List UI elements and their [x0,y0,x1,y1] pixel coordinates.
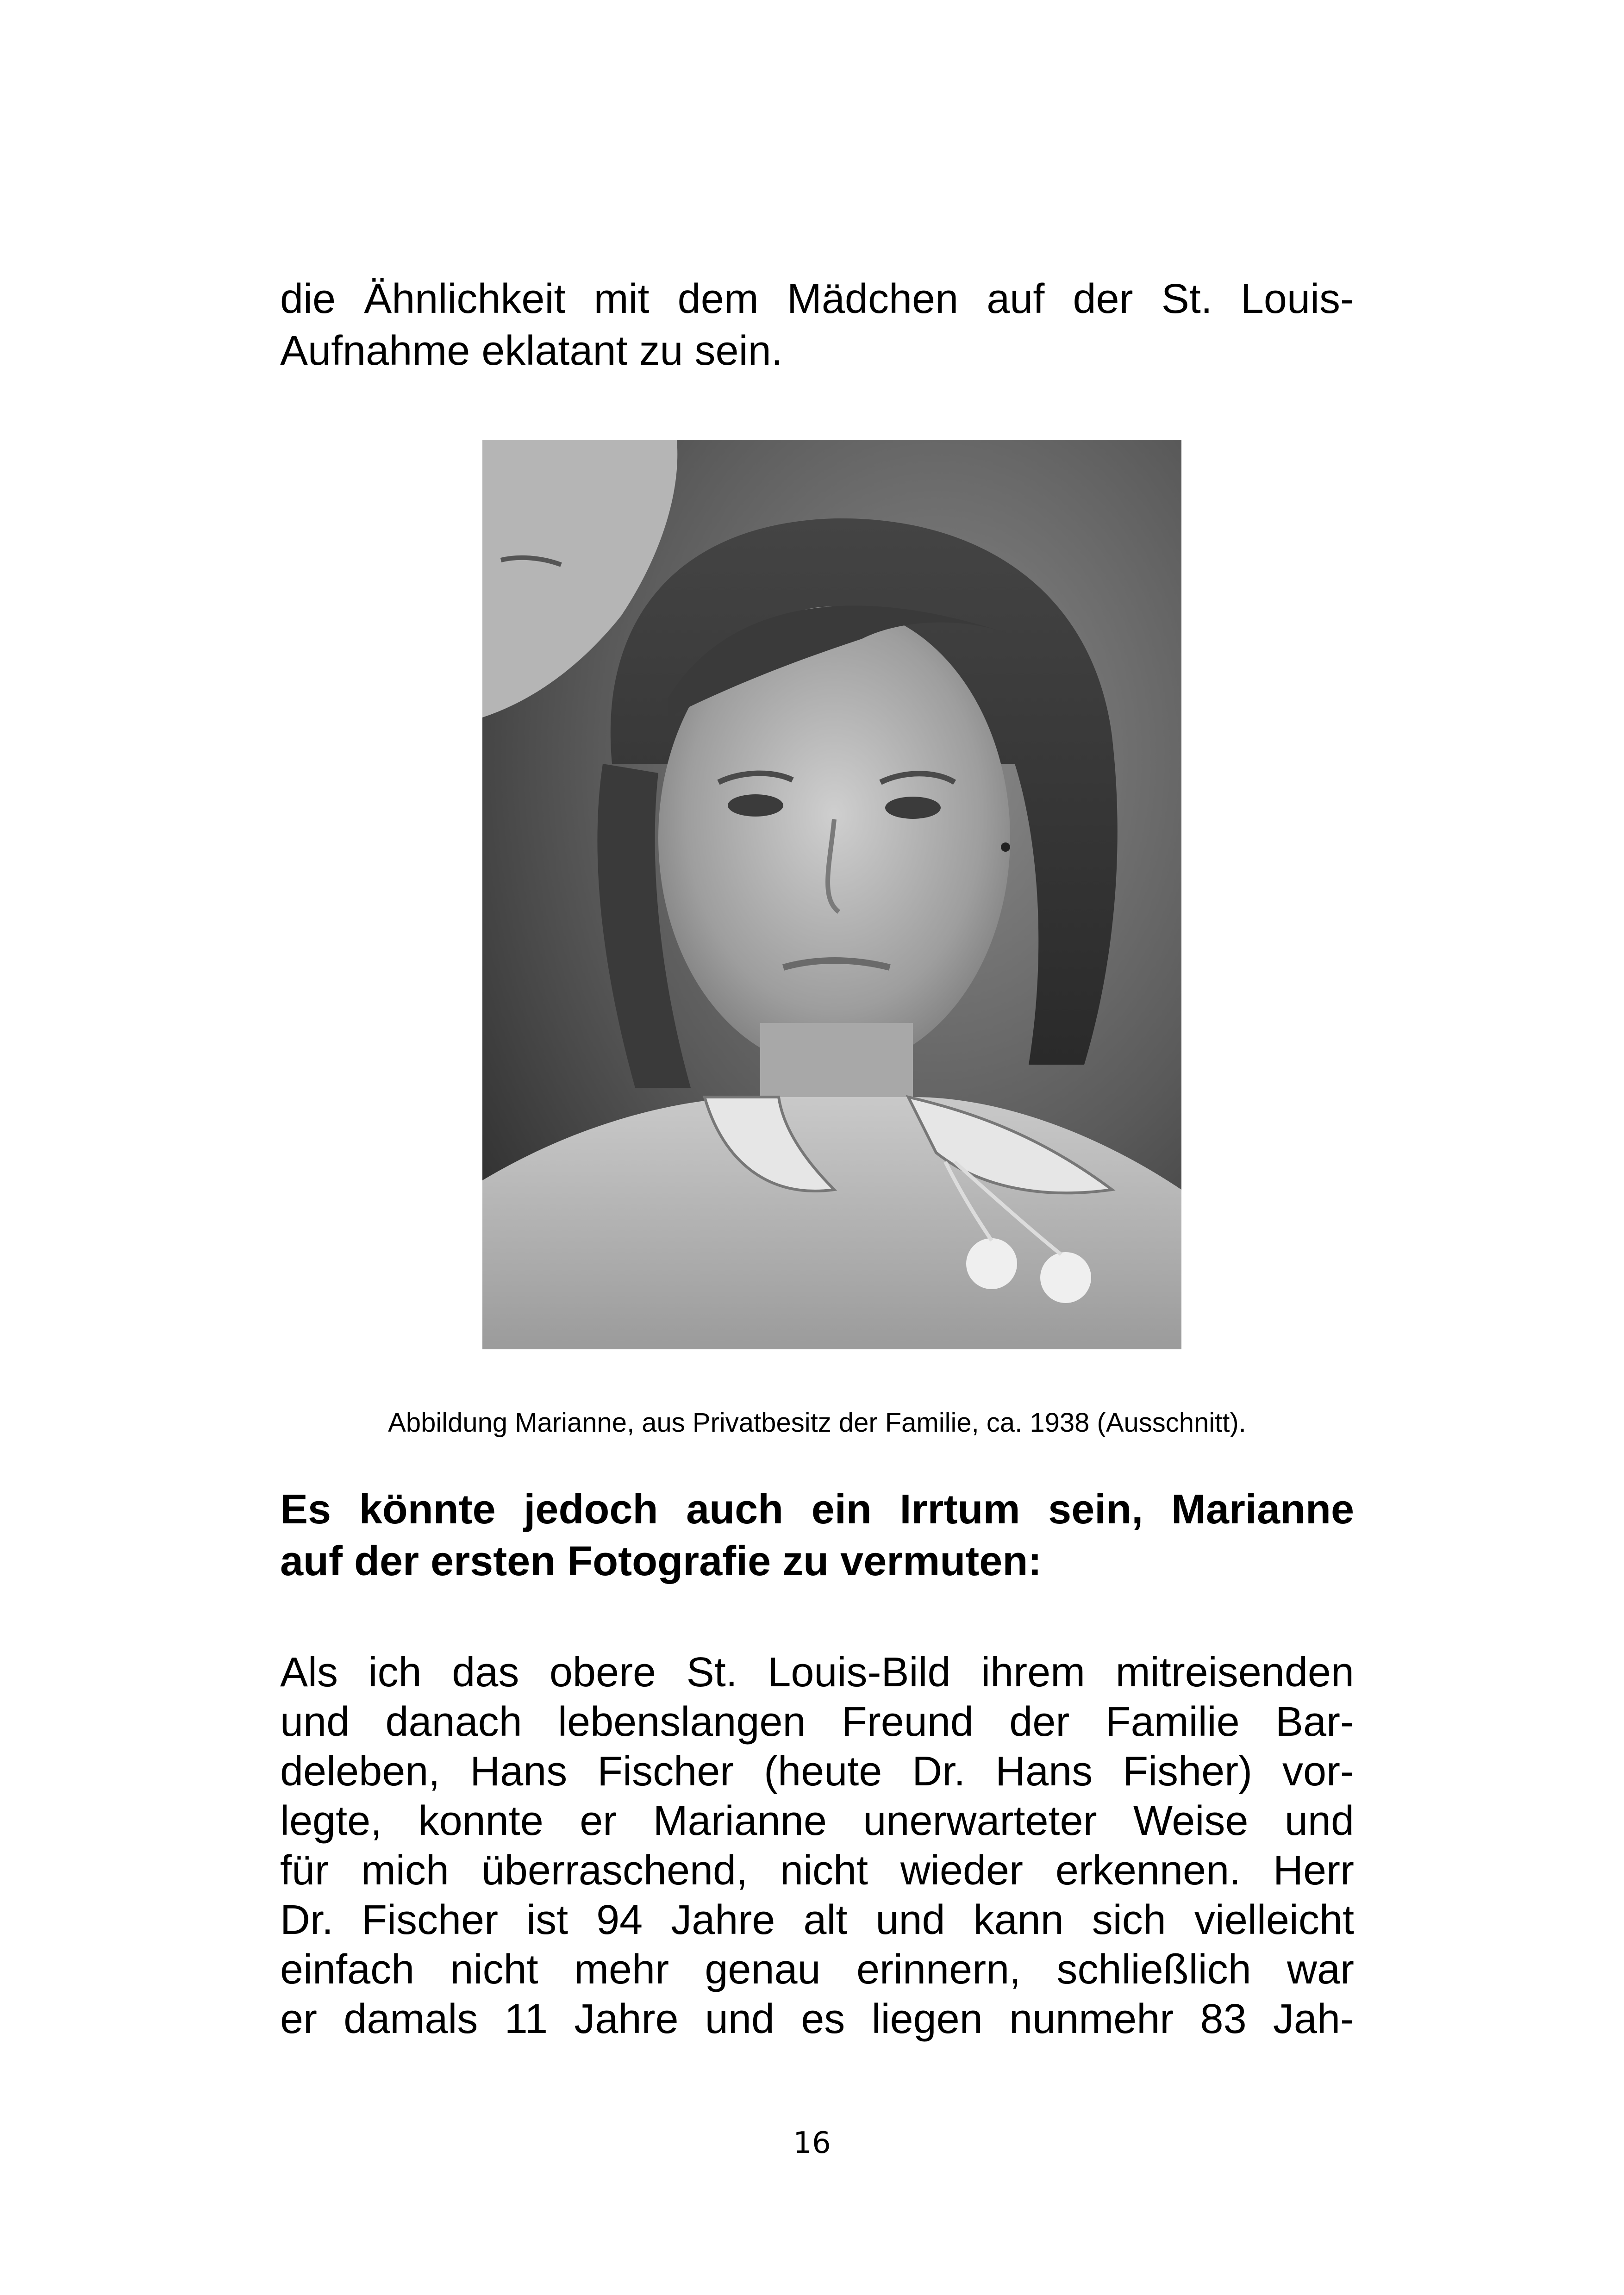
body-line: legte, konnte er Marianne unerwarteter Weise und [280,1798,1354,1844]
body-line: für mich überraschend, nicht wieder erkennen. Herr [280,1847,1354,1894]
body-line: und danach lebenslangen Freund der Familie Bar- [280,1699,1354,1745]
body-line: einfach nicht mehr genau erinnern, schließlich war [280,1946,1354,1993]
body-line: Dr. Fischer ist 94 Jahre alt und kann sich vielleicht [280,1897,1354,1943]
body-line: Als ich das obere St. Louis-Bild ihrem mitreisenden [280,1649,1354,1696]
intro-paragraph [280,273,1354,377]
intro-line: die Ähnlichkeit mit dem Mädchen auf der St. Louis- [280,276,1354,322]
photo-caption: Abbildung Marianne, aus Privatbesitz der Familie, ca. 1938 (Ausschnitt). [388,1408,1246,1438]
heading-line: Es könnte jedoch auch ein Irrtum sein, Marianne [280,1486,1354,1533]
heading-line: auf der ersten Fotografie zu vermuten: [280,1538,1042,1584]
portrait-photo [482,440,1181,1349]
body-paragraph [280,1648,1354,2044]
intro-line: Aufnahme eklatant zu sein. [280,328,783,374]
section-heading [280,1484,1354,1587]
body-line: deleben, Hans Fischer (heute Dr. Hans Fisher) vor- [280,1748,1354,1795]
body-line: er damals 11 Jahre und es liegen nunmehr 83 Jah- [280,1996,1354,2042]
page-number: 16 [793,2126,831,2160]
portrait-photo-icon [482,440,1181,1349]
